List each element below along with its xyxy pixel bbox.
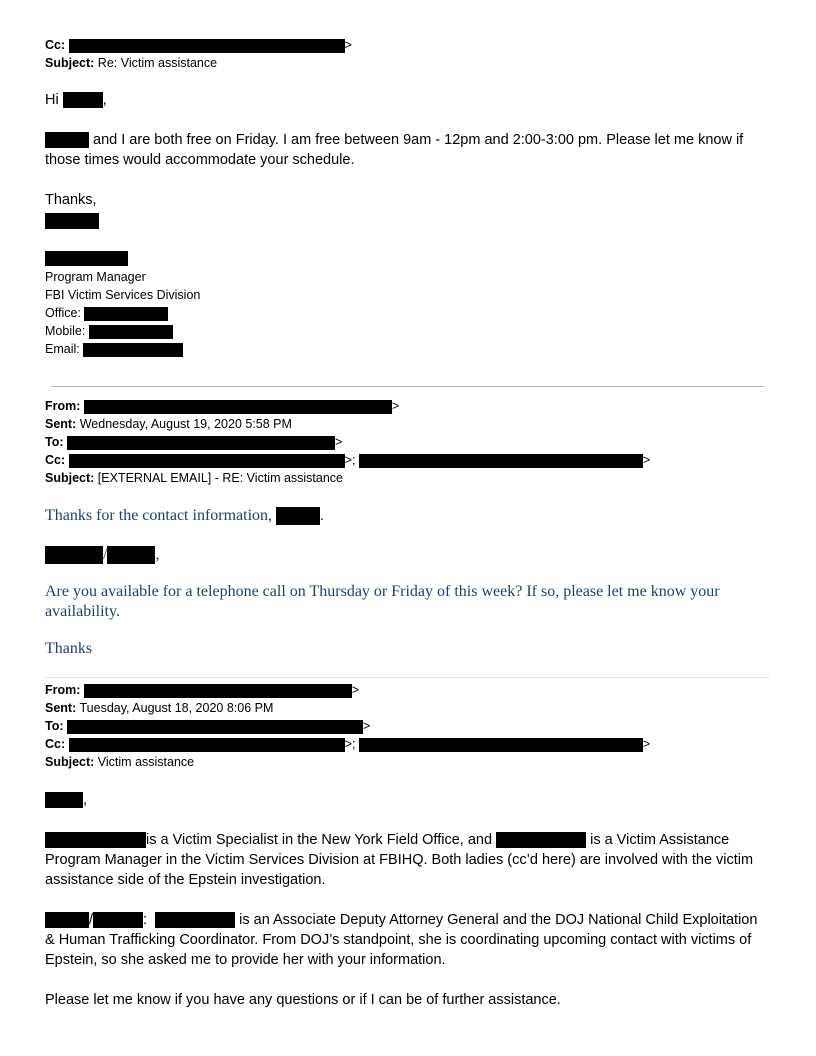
subject-label: Subject:: [45, 56, 95, 70]
redaction: [45, 132, 89, 148]
email3-p3: Please let me know if you have any questions or if I can be of further assistance.: [45, 992, 561, 1008]
email3-p2-line2: & Human Trafficking Coordinator. From DOJ’s standpoint, she is coordinating upcoming contact with victims of: [45, 932, 752, 948]
sig-division: FBI Victim Services Division: [45, 288, 201, 302]
separator: [51, 386, 764, 387]
cc-label: Cc:: [45, 38, 66, 52]
redaction: [496, 832, 586, 848]
email3-cc-line: Cc: >; >: [45, 737, 651, 751]
redaction: [69, 454, 345, 468]
redaction: [359, 738, 643, 752]
email1-subject-line: [45, 54, 217, 72]
email2-cc-line: Cc: >; >: [45, 453, 651, 467]
email3-salutation: ,: [45, 790, 87, 810]
redaction: [84, 400, 392, 414]
separator: [45, 677, 770, 678]
redaction: [155, 912, 235, 928]
redaction: [45, 912, 89, 928]
email3-to-line: To: >: [45, 719, 371, 733]
redaction: [67, 720, 363, 734]
email2-from-line: From: >: [45, 399, 400, 413]
redaction: [84, 684, 352, 698]
sig-name-redaction: [45, 251, 128, 266]
email2-salutation: / ,: [45, 545, 159, 565]
email1-cc-line: Cc: >: [45, 38, 352, 52]
email1-body-line2: those times would accommodate your schedule.: [45, 152, 355, 168]
email3-p2-line1: / : is an Associate Deputy Attorney General and the DOJ National Child Exploitation: [45, 910, 757, 930]
email1-sender-redaction: [45, 213, 99, 229]
redaction: [69, 738, 345, 752]
email2-to-line: To: >: [45, 435, 343, 449]
email3-subject-line: Subject: Victim assistance: [45, 755, 195, 769]
redaction: [107, 546, 155, 564]
email2-signoff: Thanks: [45, 640, 93, 657]
redaction: [276, 507, 320, 525]
sig-title: Program Manager: [45, 270, 146, 284]
email1-signoff: Thanks,: [45, 192, 97, 208]
sig-email: Email:: [45, 340, 183, 358]
email3-sent-line: Sent: Tuesday, August 18, 2020 8:06 PM: [45, 701, 274, 715]
redaction: [45, 832, 146, 848]
redaction: [89, 325, 173, 339]
redaction: [63, 92, 103, 108]
redaction: [83, 343, 183, 357]
redaction: [359, 454, 643, 468]
email2-subject-line: Subject: [EXTERNAL EMAIL] - RE: Victim assistance: [45, 471, 344, 485]
email2-para2-line2: availability.: [45, 603, 120, 620]
redaction: [93, 912, 143, 928]
redaction: [45, 792, 83, 808]
email3-p2-line3: Epstein, so she asked me to provide her with your information.: [45, 952, 446, 968]
email3-p1-line2: Program Manager in the Victim Services Division at FBIHQ. Both ladies (cc’d here) are involved with the victim: [45, 852, 754, 868]
sig-mobile: Mobile:: [45, 322, 173, 340]
email1-body-line1: and I are both free on Friday. I am free between 9am - 12pm and 2:00-3:00 pm. Please let me know if: [45, 130, 743, 150]
sent-value: Tuesday, August 18, 2020 8:06 PM: [79, 701, 274, 715]
email3-from-line: From: >: [45, 683, 360, 697]
subject-value: Re: Victim assistance: [97, 56, 218, 70]
subject-value: Victim assistance: [97, 755, 195, 769]
email1-greeting: Hi ,: [45, 92, 107, 108]
email3-p1-line3: assistance side of the Epstein investigation.: [45, 872, 326, 888]
email2-para2-line1: Are you available for a telephone call on Thursday or Friday of this week? If so, please let me know your: [45, 583, 720, 600]
redaction: [69, 39, 345, 53]
redaction: [84, 307, 168, 321]
redaction: [67, 436, 335, 450]
sent-value: Wednesday, August 19, 2020 5:58 PM: [79, 417, 292, 431]
redaction: [45, 546, 103, 564]
sig-office: Office:: [45, 304, 168, 322]
email2-line1: Thanks for the contact information, .: [45, 507, 325, 524]
subject-value: [EXTERNAL EMAIL] - RE: Victim assistance: [97, 471, 344, 485]
email3-p1-line1: is a Victim Specialist in the New York Field Office, and is a Victim Assistance: [45, 830, 729, 850]
email2-sent-line: Sent: Wednesday, August 19, 2020 5:58 PM: [45, 417, 292, 431]
